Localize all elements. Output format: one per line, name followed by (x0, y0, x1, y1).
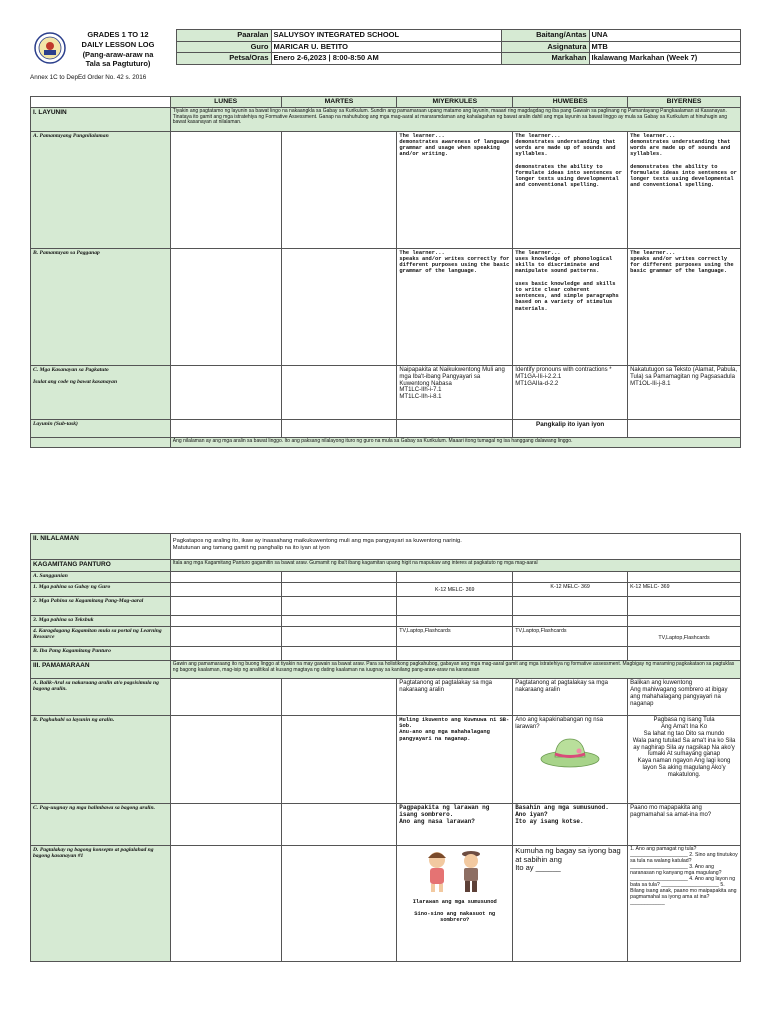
pamamaraan-table (30, 533, 741, 962)
pag-uugnay-label: C. Pag-uugnay ng mga halimbawa sa bagong aralin. (31, 804, 171, 846)
title-line: GRADES 1 TO 12 (87, 30, 149, 39)
kasanayan-fri: Nakatutugon sa Teksto (Alamat, Pabula, Tula) sa Pamamagitan ng Pagsasadula MT1OL-IIi-j-8.1 (628, 365, 741, 419)
hat-icon (539, 735, 601, 769)
day-biyernes: BIYERNES (628, 97, 741, 108)
iba-pang-kagamitan-label: B. Iba Pang Kagamitang Panturo (31, 647, 171, 661)
subtask-label: Layunin (Sub-task) (31, 419, 171, 437)
kagamitang-panturo-desc: Itala ang mga Kagamitang Panturo gagamitin sa bawat araw. Gumamit ng iba't ibang kagamitan upang higit na mapukaw ang interes at pagkatuto ng mga mag-aaral (170, 560, 740, 572)
paghahabi-thu: Ano ang kapakinabangan ng nsa larawan? (515, 717, 603, 730)
title-line: (Pang-araw-araw na (82, 49, 154, 59)
layunin-table (30, 96, 741, 448)
pagtalakay-fri: 1. Ano ang pamagat ng tula? ____________________ 2. Sino ang tinutukoy sa tula na walang katulad? ____________________ 3. Ano ang naranasan ng kanyang mga magulang? ____________________ 4. Ano ang layon ng bata sa tula? ____________________ 5. Bilang isang anak, paano mo maipapakita ang pagmamahal sa iyong ama at ina? ____________ (628, 846, 741, 962)
pagganap-fri: The learner... speaks and/or writes correctly for different purposes using the basic grammar of the language. (628, 248, 741, 365)
kagamitan-wed: TV,Laptop,Flashcards (397, 627, 513, 647)
pagtalakay-thu: Kumuha ng bagay sa iyong bag at sabihin ang Ito ay ______ (513, 846, 628, 962)
kagamitang-pang-mag-aaral-label: 2. Mga Pahina sa Kagamitang Pang-Mag-aaral (31, 597, 171, 616)
pagtalakay-label: D. Pagtalakay ng bagong konsepto at paglalahad ng bagong kasanayan #1 (31, 846, 171, 962)
nilalaman-heading: II. NILALAMAN (31, 534, 171, 560)
kasanayan-wed: Naipapakita at Naikukwentong Muli ang mga Iba't-ibang Pangyayari sa Kuwentong Nabasa MT1LC-IIh-i-7.1 MT1LC-IIh-i-8.1 (397, 365, 513, 419)
value-baitang: UNA (589, 30, 741, 42)
tula-fri: Pagbasa ng isang Tula Ang Ama't Ina Ko Sa lahat ng tao Dito sa mundo Wala pang tutulad Sa ama't ina ko Sila ay naghirap Sila ay nagsikap Na ako'y lumaki At sumayang ganap Kaya naman ngayon Ang lagi kong layon Sa aking magulang Ako'y makatulong. (628, 716, 741, 804)
pag-uugnay-wed: Pagpapakita ng larawan ng isang sombrero. Ano ang nasa larawan? (397, 804, 513, 846)
paghahabi-wed: Muling ikuwento ang Kuwnuwa ni SB-Sob. Anu-ano ang mga mahahalagang pangyayari na naganap. (397, 716, 513, 804)
pag-uugnay-thu: Basahin ang mga sumusunod. Ano iyan? Ito ay isang kotse. (513, 804, 628, 846)
label-guro: Guro (176, 41, 271, 53)
pag-uugnay-fri: Paano mo mapapakita ang pagmamahal sa amat-ina mo? (628, 804, 741, 846)
balik-aral-label: A. Balik-Aral sa nakaraang aralin at/o pagsisimula ng bagong aralin. (31, 679, 171, 716)
day-martes: MARTES (281, 97, 397, 108)
value-paaralan: SALUYSOY INTEGRATED SCHOOL (271, 30, 501, 42)
label-asignatura: Asignatura (501, 41, 589, 53)
value-petsa: Enero 2-6,2023 | 8:00-8:50 AM (271, 53, 501, 65)
balik-aral-thu: Pagtatanong at pagtalakay sa mga nakaraang aralin (513, 679, 628, 716)
kasanayan-label-line: C. Mga Kasanayan sa Pagkatuto (33, 366, 109, 373)
gabay-guro-label: 1. Mga pahina sa Gabay ng Guro (31, 583, 171, 597)
melc-thu: K-12 MELC- 369 (513, 583, 628, 597)
title-line: Tala sa Pagtuturo) (85, 59, 151, 69)
annex-note: Annex 1C to DepEd Order No. 42 s. 2016 (30, 74, 147, 81)
pamantayang-pangnilalaman-label: A. Pamantayang Pangnilalaman (31, 131, 171, 248)
melc-wed: K-12 MELC- 369 (397, 583, 513, 597)
children-icon (415, 849, 495, 893)
pamamaraan-heading: III. PAMAMARAAN (31, 661, 171, 679)
pamantayan-pagganap-label: B. Pamantayan sa Pagganap (31, 248, 171, 365)
subtask-thu: Pangkalip ito iyan iyon (513, 419, 628, 437)
paghahabi-thu-cell (513, 716, 628, 804)
document-title (70, 30, 166, 69)
label-paaralan: Paaralan (176, 30, 271, 42)
pagtalakay-wed-question: Sino-sino ang nakasuot ng sombrero? (414, 911, 496, 924)
kagamitang-panturo-heading: KAGAMITANG PANTURO (31, 560, 171, 572)
pagganap-thu: The learner... uses knowledge of phonological skills to discriminate and manipulate sound patterns. uses basic knowledge and skills to write clear coherent sentences, and simple paragraphs based on a variety of stimulus materials. (513, 248, 628, 365)
kasanayan-label-line: Isulat ang code ng bawat kasanayan (33, 379, 118, 386)
kasanayan-label (31, 365, 171, 419)
title-line: DAILY LESSON LOG (81, 39, 155, 49)
pangnilalaman-wed: The learner... demonstrates awareness of language grammar and usage when speaking and/or writing. (397, 131, 513, 248)
sanggunian-label: A. Sanggunian (31, 572, 171, 583)
value-guro: MARICAR U. BETITO (271, 41, 501, 53)
day-huwebes: HUWEBES (513, 97, 628, 108)
pagtalakay-wed-caption: Ilarawan ang mga sumusunod (412, 899, 497, 905)
pangnilalaman-fri: The learner... demonstrates understanding that words are made up of sounds and syllables. demonstrates the ability to formulate ideas into sentences or longer texts using developmental and conventional spelling. (628, 131, 741, 248)
label-baitang: Baitang/Antas (501, 30, 589, 42)
value-asignatura: MTB (589, 41, 741, 53)
kagamitan-fri: TV,Laptop,Flashcards (628, 627, 741, 647)
paghahabi-label: B. Paghahabi sa layunin ng aralin. (31, 716, 171, 804)
kasanayan-thu: Identify pronouns with contractions * MT1GA-IIi-i-2.2.1 MT1GAIIa-d-2.2 (513, 365, 628, 419)
melc-fri: K-12 MELC- 369 (628, 583, 741, 597)
layunin-description: Tiyakin ang pagtatamo ng layunin sa bawat lingo na nakaangkla sa Gabay sa Kurikulum. Sundin ang pamamaraan upang matamo ang layunin, maaari ring magdagdag ng iba pang Gawain sa paglinang ng Pamantayang Pangkaalaman at Kasanayan. Tinataya ito gamit ang mga istratehiya ng Formative Assessment. Ganap na mahuhubog ang mga mag-aaral at mararamdaman ang kahalagahan ng bawat aralin dahil ang mga layunin sa bawat linggo ay mula sa Gabay sa Kurikulum at hinuhugin ang bawat kasanayan at nilalaman. (170, 107, 740, 131)
label-petsa: Petsa/Oras (176, 53, 271, 65)
teksbuk-label: 3. Mga pahina sa Teksbuk (31, 616, 171, 627)
day-lunes: LUNES (170, 97, 281, 108)
day-miyerkules: MIYERKULES (397, 97, 513, 108)
pagtalakay-wed-cell (397, 846, 513, 962)
pangnilalaman-thu: The learner... demonstrates understanding that words are made up of sounds and syllables. demonstrates the ability to formulate ideas into sentences or longer texts using developmental and conventional spelling. (513, 131, 628, 248)
label-markahan: Markahan (501, 53, 589, 65)
nilalaman-note: Ang nilalaman ay ang mga aralin sa bawat linggo. Ito ang paksang nilalayong ituro ng guro na mula sa Gabay sa Kurikulum. Maaari itong tumagal ng isa hanggang dalawang linggo. (170, 437, 740, 447)
balik-aral-wed: Pagtatanong at pagtalakay sa mga nakaraang aralin (397, 679, 513, 716)
pamamaraan-desc: Gawin ang pamamaraang ito ng buong linggo at tiyakin na may gawain sa bawat araw. Para sa holistikong pagkahubog, gabayan ang mga mag-aaral gamit ang mga istratehiya ng formative assessment. Magbigay ng maraming pagkakataon sa pagtuklas ng bagong kaalaman, mag-isip ng analitikal at kusang magtaya ng dating kaalaman na iuugnay sa kanilang pang-araw-araw na karanasan (170, 661, 740, 679)
value-markahan: Ikalawang Markahan (Week 7) (589, 53, 741, 65)
kagamitan-thu: TV,Laptop,Flashcards (513, 627, 628, 647)
nilalaman-text: Pagkatapos ng araling ito, ikaw ay inaasahang maikukuwentong muli ang mga pangyayari sa kuwentong narinig. Matutunan ang tamang gamit ng panghalip na ito iyan at iyon (170, 534, 740, 560)
pagganap-wed: The learner... speaks and/or writes correctly for different purposes using the basic grammar of the language. (397, 248, 513, 365)
balik-aral-fri: Balikan ang kuwentong Ang mahiwagang sombrero at ibigay ang mahahalagang pangyayari na naganap (628, 679, 741, 716)
learning-resource-label: 4. Karagdagang Kagamitan mula sa portal ng Learning Resource (31, 627, 171, 647)
layunin-heading: I. LAYUNIN (31, 107, 171, 131)
